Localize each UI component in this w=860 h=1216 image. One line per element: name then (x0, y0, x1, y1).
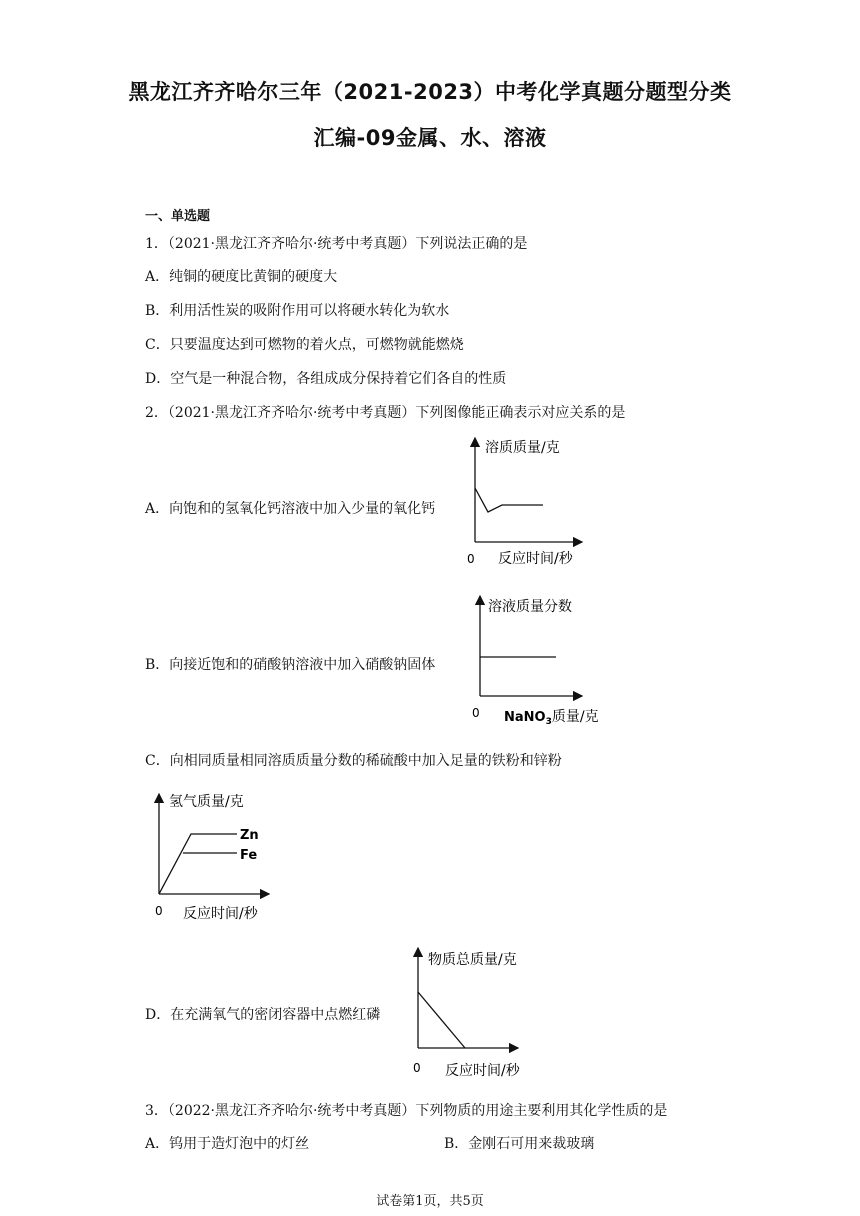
chart-d-origin: 0 (413, 1061, 421, 1075)
q2-option-b: B．向接近饱和的硝酸钠溶液中加入硝酸钠固体 (145, 657, 436, 673)
q1-stem: 1．（2021·黑龙江齐齐哈尔·统考中考真题）下列说法正确的是 (145, 236, 528, 252)
q3-stem: 3．（2022·黑龙江齐齐哈尔·统考中考真题）下列物质的用途主要利用其化学性质的是 (145, 1103, 668, 1119)
doc-title-line1: 黑龙江齐齐哈尔三年（2021-2023）中考化学真题分题型分类 (128, 80, 732, 104)
chart-d (408, 940, 558, 1080)
chart-c-ylabel: 氢气质量/克 (169, 794, 244, 810)
chart-b (468, 590, 628, 730)
q2-stem: 2．（2021·黑龙江齐齐哈尔·统考中考真题）下列图像能正确表示对应关系的是 (145, 405, 626, 421)
chart-a (460, 430, 600, 570)
chart-c-xlabel: 反应时间/秒 (183, 906, 258, 922)
page-footer: 试卷第1页，共5页 (376, 1194, 484, 1209)
chart-c (147, 786, 297, 926)
chart-d-ylabel: 物质总质量/克 (428, 952, 517, 968)
chart-b-xlabel-tail: 质量/克 (551, 709, 599, 725)
chart-b-xlabel-sub: 3 (545, 717, 552, 727)
q1-option-a: A．纯铜的硬度比黄铜的硬度大 (145, 269, 338, 285)
q3-option-b: B．金刚石可用来裁玻璃 (444, 1136, 595, 1152)
chart-b-xlabel-main: NaNO (504, 710, 546, 725)
chart-b-origin: 0 (472, 706, 480, 720)
svg-text:NaNO3质量/克 (504, 708, 599, 727)
chart-c-series-fe: Fe (240, 848, 258, 863)
chart-b-ylabel: 溶液质量分数 (488, 599, 572, 615)
chart-a-ylabel: 溶质质量/克 (485, 440, 560, 456)
section-heading: 一、单选题 (145, 209, 211, 224)
q1-option-b: B．利用活性炭的吸附作用可以将硬水转化为软水 (145, 303, 450, 319)
chart-c-zn-line (159, 834, 237, 894)
q1-option-c: C．只要温度达到可燃物的着火点，可燃物就能燃烧 (145, 337, 464, 353)
chart-c-origin: 0 (155, 904, 163, 918)
chart-a-origin: 0 (467, 552, 475, 566)
q2-option-d: D．在充满氧气的密闭容器中点燃红磷 (145, 1007, 381, 1023)
q1-option-d: D．空气是一种混合物，各组成成分保持着它们各自的性质 (145, 371, 507, 387)
q2-option-a: A．向饱和的氢氧化钙溶液中加入少量的氧化钙 (145, 501, 436, 517)
q3-option-a: A．钨用于造灯泡中的灯丝 (145, 1136, 310, 1152)
chart-d-xlabel: 反应时间/秒 (445, 1063, 520, 1079)
chart-a-xlabel: 反应时间/秒 (498, 551, 573, 567)
chart-c-series-zn: Zn (240, 828, 259, 843)
chart-d-curve (418, 992, 465, 1048)
q2-option-c: C．向相同质量相同溶质质量分数的稀硫酸中加入足量的铁粉和锌粉 (145, 753, 562, 769)
chart-a-curve (475, 488, 543, 512)
doc-title-line2: 汇编-09金属、水、溶液 (313, 126, 547, 150)
